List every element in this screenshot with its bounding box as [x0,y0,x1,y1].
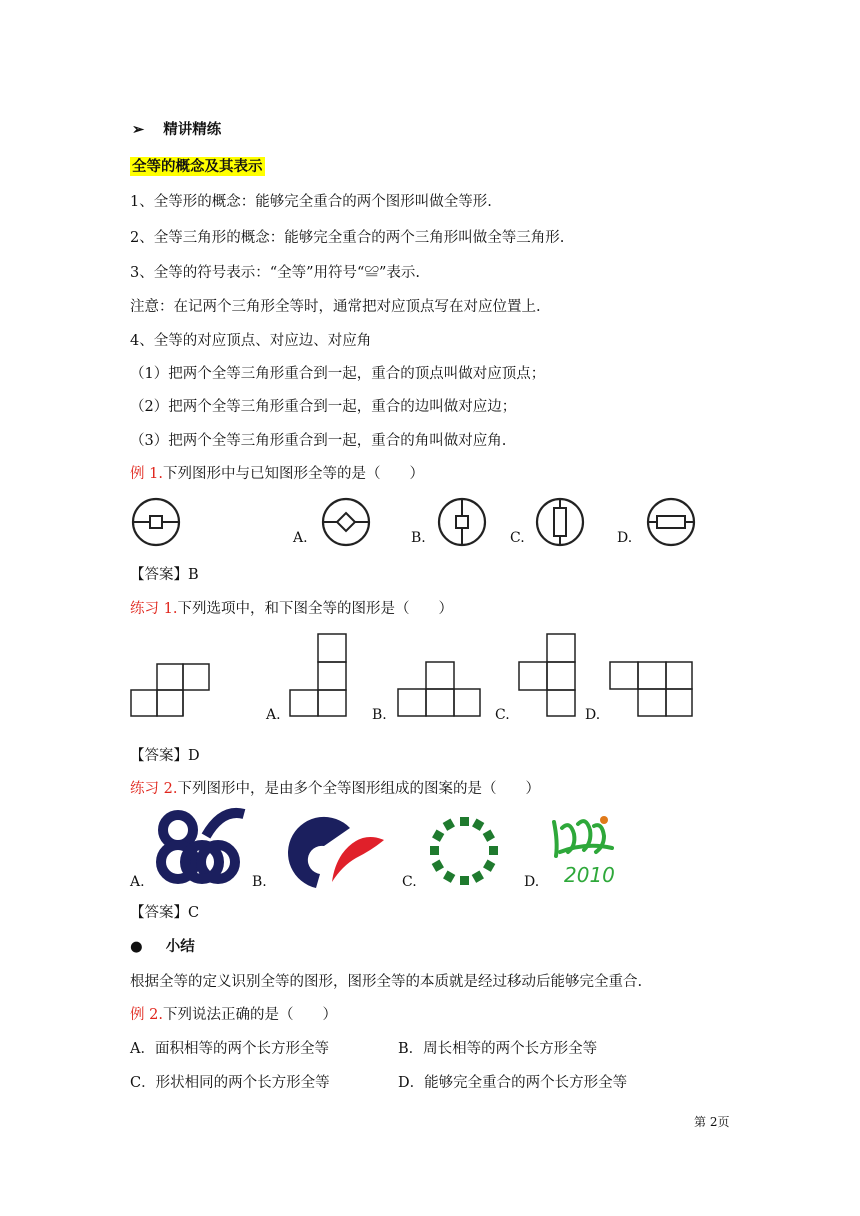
practice1-option-c: C. [495,707,510,723]
practice2-tag: 练习 2. [130,781,178,797]
note: 注意：在记两个三角形全等时，通常把对应顶点写在对应位置上. [130,299,541,315]
practice1-option-d: D. [585,707,601,723]
definition-4-3: （3）把两个全等三角形重合到一起，重合的角叫做对应角. [130,433,507,449]
topic-heading-text: 全等的概念及其表示 [132,158,263,175]
practice1-question [130,597,453,618]
practice1-figure-c [518,632,578,718]
section-title: 精讲精练 [163,121,222,138]
definition-4-2: （2）把两个全等三角形重合到一起，重合的边叫做对应边； [130,399,517,415]
given-grid-figure [130,662,212,718]
practice1-option-b: B. [372,707,387,723]
practice1-text: 下列选项中，和下图全等的图形是（ ） [177,601,453,617]
definition-3: 3、全等的符号表示：“全等”用符号“≌”表示. [130,265,420,281]
arrow-bullet-icon: ➢ [132,121,145,138]
definition-4: 4、全等的对应顶点、对应边、对应角 [130,333,372,349]
example2-option-c: C．形状相同的两个长方形全等 [130,1075,330,1091]
round-bullet-icon: ● [130,938,143,955]
summary-text: 根据全等的定义识别全等的图形，图形全等的本质就是经过移动后能够完全重合. [130,974,643,990]
practice2-answer: 【答案】C [130,905,200,921]
practice1-option-a: A. [266,707,281,723]
example1-figure-d [645,496,697,548]
practice1-answer: 【答案】D [130,748,200,764]
section-header [132,118,221,139]
swoosh-logo-figure [276,810,388,890]
topic-heading [130,155,265,176]
summary-title: 小结 [165,938,195,955]
example2-text: 下列说法正确的是（ ） [162,1007,337,1023]
example1-figure-c [534,496,586,548]
practice1-figure-b [397,660,483,718]
summary-header [130,935,195,956]
practice2-text: 下列图形中，是由多个全等图形组成的图案的是（ ） [177,781,540,797]
square-ring-figure [428,815,500,887]
example1-figure-b [436,496,488,548]
practice2-option-c: C. [402,874,417,890]
practice1-figure-a [289,632,349,718]
example1-option-d: D. [617,530,633,546]
example2-option-b: B．周长相等的两个长方形全等 [398,1041,598,1057]
example2-question [130,1003,337,1024]
games-logo-figure [546,812,632,888]
example1-text: 下列图形中与已知图形全等的是（ ） [162,466,424,482]
practice2-option-a: A. [130,874,145,890]
example1-option-a: A. [293,530,308,546]
practice1-tag: 练习 1. [130,601,178,617]
definition-1: 1、全等形的概念：能够完全重合的两个图形叫做全等形. [130,194,492,210]
practice1-figure-d [609,660,695,718]
page-number: 第 2页 [694,1115,730,1129]
example1-option-b: B. [411,530,426,546]
practice2-option-b: B. [252,874,267,890]
example1-option-c: C. [510,530,525,546]
example2-option-d: D．能够完全重合的两个长方形全等 [398,1075,628,1091]
practice2-question [130,777,540,798]
example1-answer: 【答案】B [130,567,199,583]
example1-question [130,462,424,483]
rings-logo-figure [152,806,246,888]
practice2-option-d: D. [524,874,540,890]
definition-2: 2、全等三角形的概念：能够完全重合的两个三角形叫做全等三角形. [130,230,565,246]
given-circle-figure [130,496,182,548]
definition-4-1: （1）把两个全等三角形重合到一起，重合的顶点叫做对应顶点； [130,366,546,382]
example2-option-a: A．面积相等的两个长方形全等 [130,1041,329,1057]
example1-tag: 例 1. [130,466,163,482]
example1-figure-a [320,496,372,548]
logo-year-text: 2010 [564,863,615,887]
example2-tag: 例 2. [130,1007,163,1023]
